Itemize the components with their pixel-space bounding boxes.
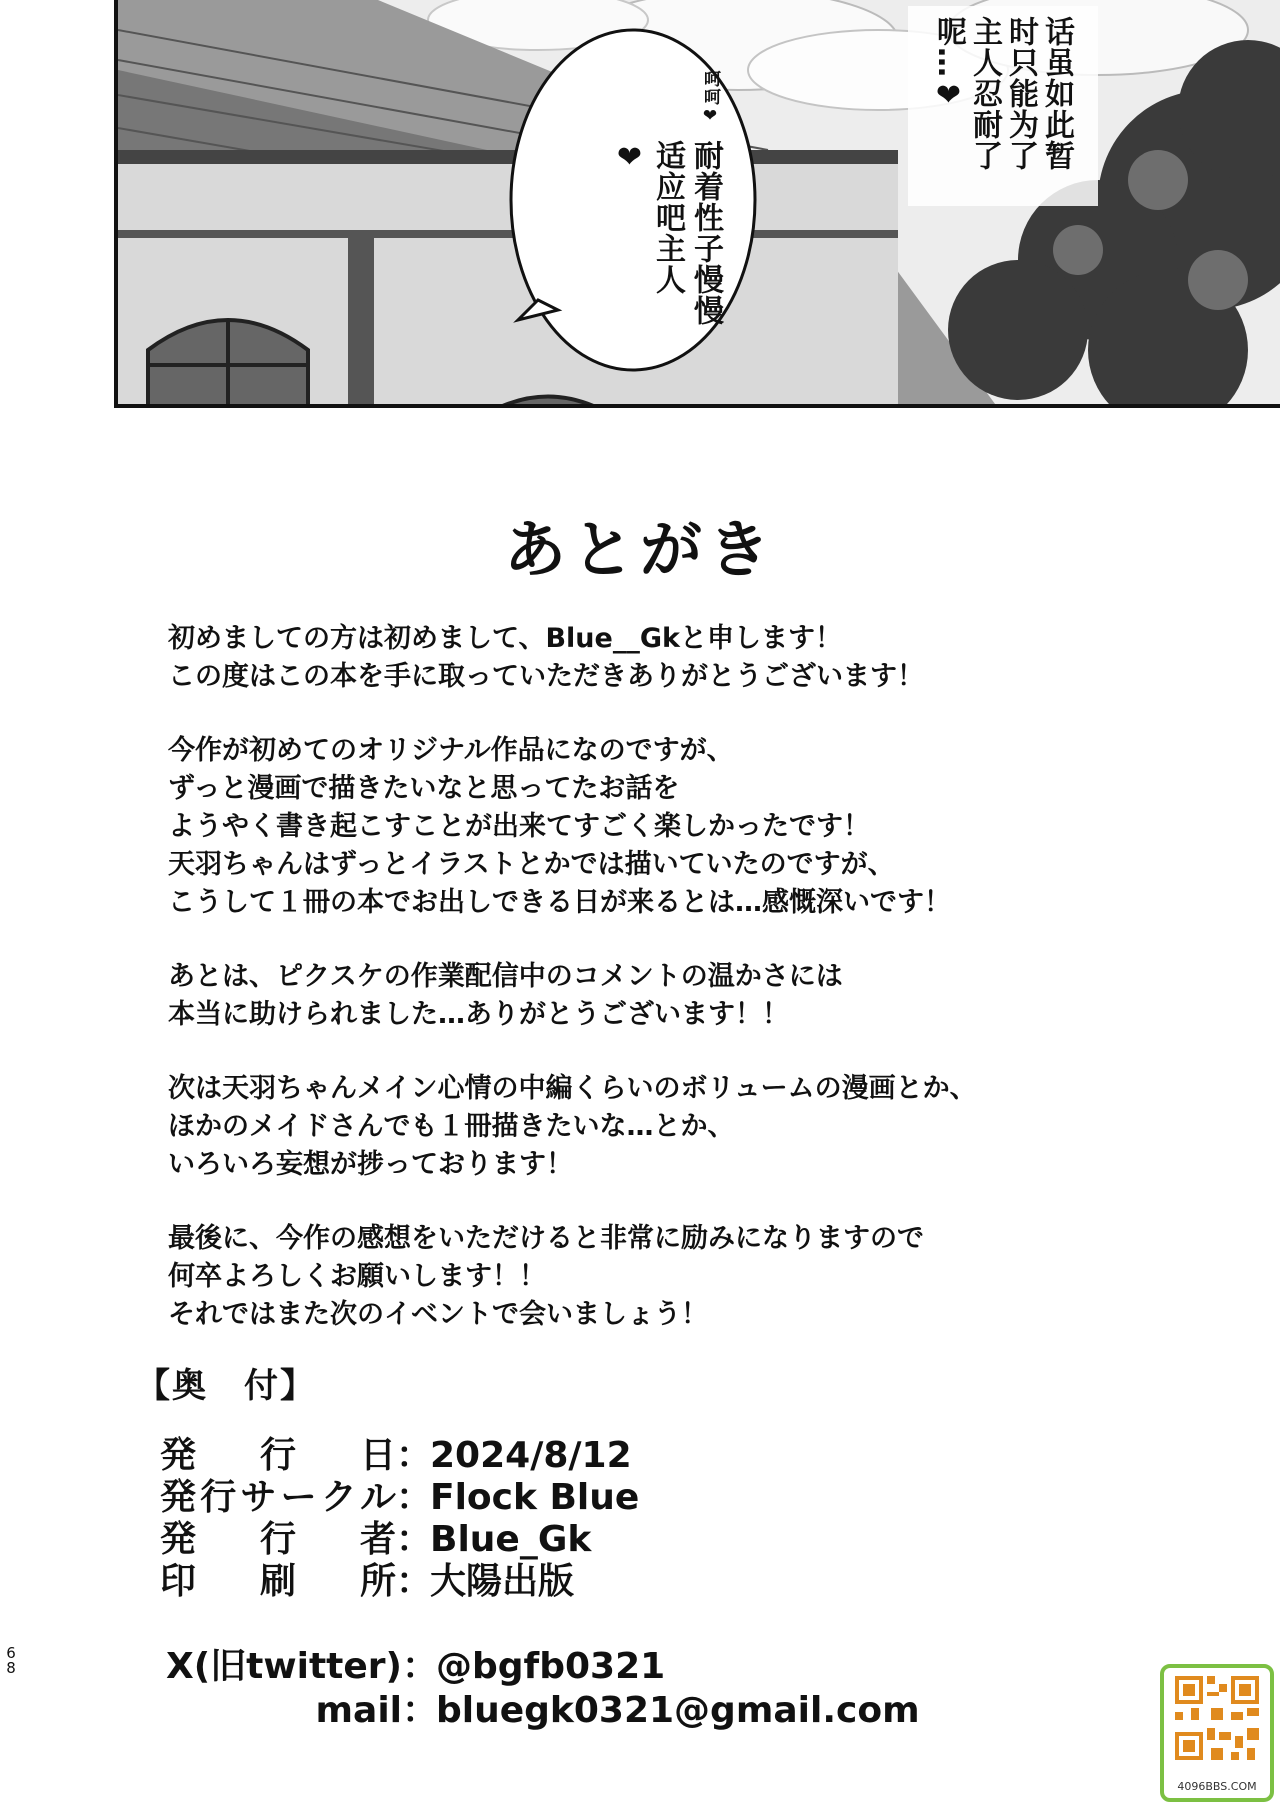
x-account-row [124, 1644, 665, 1690]
afterword-line: いろいろ妄想が捗っております！ [168, 1149, 573, 1180]
afterword-paragraph [168, 958, 1208, 1034]
sns-value: @bgfb0321 [436, 1646, 666, 1687]
colophon-label: 発行サークル [160, 1477, 396, 1518]
colophon-colon: ： [396, 1435, 433, 1476]
bubble-small-text: 呵呵❤ [700, 70, 720, 127]
afterword-paragraph [168, 1070, 1208, 1184]
speech-bubble-text: 耐着性子慢慢适应吧主人❤ [612, 140, 723, 326]
narration-text: 话虽如此暂时只能为了主人忍耐了呢…❤ [931, 16, 1074, 171]
sns-label: mail [315, 1690, 402, 1731]
colophon-row [160, 1518, 591, 1562]
qr-badge [1160, 1664, 1274, 1802]
afterword-paragraph [168, 732, 1208, 922]
mail-row [124, 1688, 920, 1734]
colophon-label: 発行日 [160, 1435, 396, 1476]
colophon-label: 印刷所 [160, 1561, 396, 1602]
afterword-line: こうして１冊の本でお出しできる日が来るとは…感慨深いです！ [168, 887, 951, 918]
afterword-line: それではまた次のイベントで会いましょう！ [168, 1299, 708, 1330]
afterword-line: 何卒よろしくお願いします！！ [168, 1261, 546, 1292]
afterword-line: 最後に、今作の感想をいただけると非常に励みになりますので [168, 1223, 924, 1254]
afterword-line: ずっと漫画で描きたいなと思ってたお話を [168, 773, 680, 804]
colophon-value: Blue_Gk [430, 1519, 592, 1560]
afterword-line: 本当に助けられました…ありがとうございます！！ [168, 999, 789, 1030]
afterword-paragraph [168, 620, 1208, 696]
afterword-line: 次は天羽ちゃんメイン心情の中編くらいのボリュームの漫画とか、 [168, 1073, 977, 1104]
colophon-colon: ： [396, 1477, 433, 1518]
colophon-heading: 【奥 付】 [136, 1366, 316, 1406]
colophon-row [160, 1476, 639, 1520]
colophon-row [160, 1434, 632, 1478]
colophon-value: 2024/8/12 [430, 1435, 632, 1476]
afterword-title: あとがき [503, 513, 776, 586]
colophon-label: 発行者 [160, 1519, 396, 1560]
qr-code-icon [1175, 1676, 1259, 1760]
afterword-line: あとは、ピクスケの作業配信中のコメントの温かさには [168, 961, 843, 992]
afterword-line: この度はこの本を手に取っていただきありがとうございます！ [168, 661, 924, 692]
sns-value: bluegk0321@gmail.com [436, 1690, 920, 1731]
manga-panel [114, 0, 1280, 408]
afterword-line: ようやく書き起こすことが出来てすごく楽しかったです！ [168, 811, 870, 842]
colophon-colon: ： [402, 1690, 439, 1731]
afterword-line: ほかのメイドさんでも１冊描きたいな…とか、 [168, 1111, 735, 1142]
afterword-line: 天羽ちゃんはずっとイラストとかでは描いていたのですが、 [168, 849, 895, 880]
colophon-colon: ： [396, 1519, 433, 1560]
colophon-value: 大陽出版 [430, 1561, 575, 1602]
page-number: 6 8 [6, 1644, 16, 1677]
colophon-value: Flock Blue [430, 1477, 640, 1518]
sns-label: X(旧twitter) [165, 1646, 402, 1687]
colophon-colon: ： [396, 1561, 433, 1602]
colophon-row [160, 1560, 574, 1604]
afterword-line: 初めましての方は初めまして、Blue__Gkと申します！ [168, 623, 842, 654]
afterword-paragraph [168, 1220, 1208, 1334]
afterword-body [168, 620, 1208, 1370]
colophon-colon: ： [402, 1646, 439, 1687]
qr-caption: 4096BBS.COM [1177, 1780, 1257, 1793]
afterword-line: 今作が初めてのオリジナル作品になのですが、 [168, 735, 734, 766]
